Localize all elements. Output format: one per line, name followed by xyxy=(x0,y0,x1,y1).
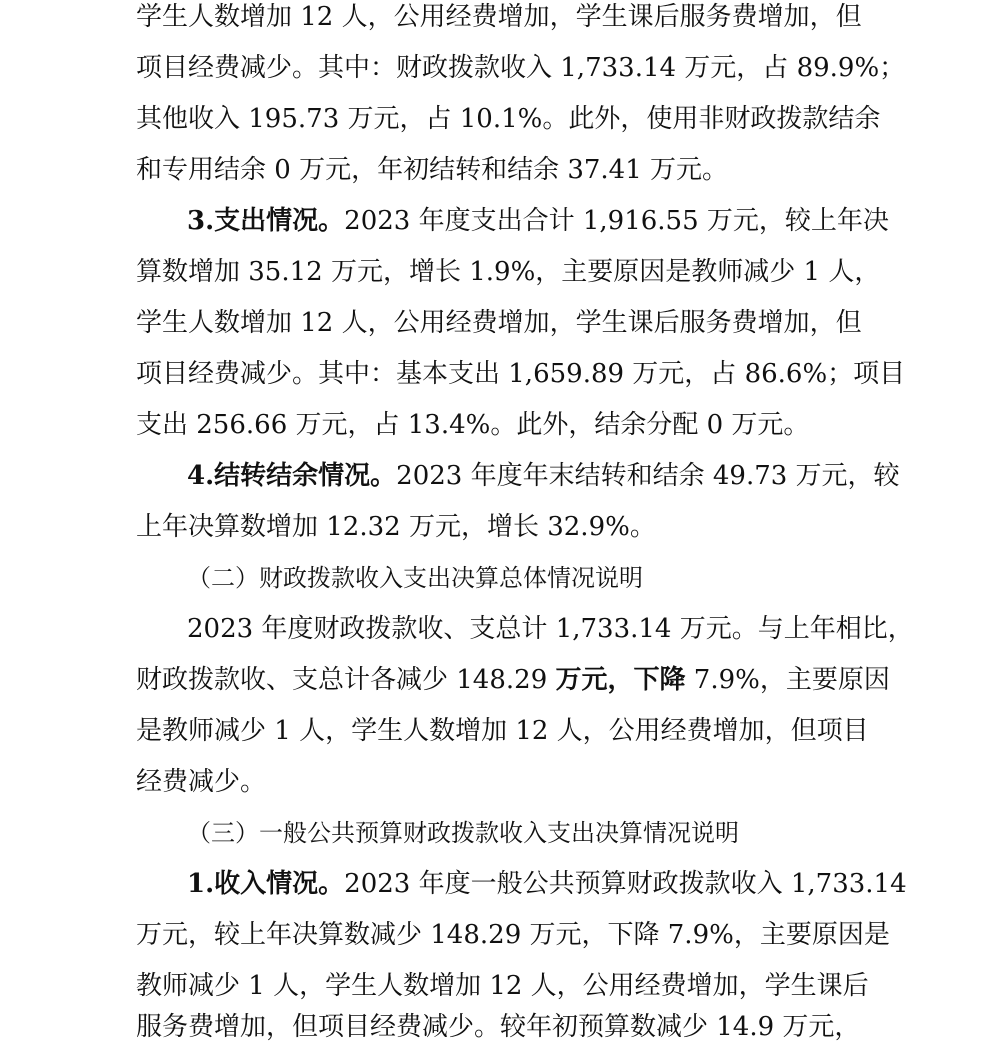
section-heading-3: （三）一般公共预算财政拨款收入支出决算情况说明 xyxy=(187,819,739,847)
paragraph-heading-income: 1.收入情况。2023 年度一般公共预算财政拨款收入 1,733.14 xyxy=(187,869,907,899)
section-heading-2: （二）财政拨款收入支出决算总体情况说明 xyxy=(187,564,643,592)
text-line: 万元，较上年决算数减少 148.29 万元，下降 7.9%，主要原因是 xyxy=(136,920,890,950)
text-line: 2023 年度财政拨款收、支总计 1,733.14 万元。与上年相比， xyxy=(187,614,914,644)
text-line: 和专用结余 0 万元，年初结转和结余 37.41 万元。 xyxy=(136,155,729,185)
text-line: 学生人数增加 12 人，公用经费增加，学生课后服务费增加，但 xyxy=(136,2,862,32)
text-line: 算数增加 35.12 万元，增长 1.9%，主要原因是教师减少 1 人， xyxy=(136,257,881,287)
paragraph-heading-expenditure: 3.支出情况。2023 年度支出合计 1,916.55 万元，较上年决 xyxy=(187,206,889,236)
text-line: 学生人数增加 12 人，公用经费增加，学生课后服务费增加，但 xyxy=(136,308,862,338)
text-line: 是教师减少 1 人，学生人数增加 12 人，公用经费增加，但项目 xyxy=(136,716,869,746)
text-line: 项目经费减少。其中：基本支出 1,659.89 万元，占 86.6%；项目 xyxy=(136,359,906,389)
text-line: 上年决算数增加 12.32 万元，增长 32.9%。 xyxy=(136,512,656,542)
paragraph-heading-carryover: 4.结转结余情况。2023 年度年末结转和结余 49.73 万元，较 xyxy=(187,461,900,491)
text-line: 经费减少。 xyxy=(136,767,267,797)
text-line: 支出 256.66 万元，占 13.4%。此外，结余分配 0 万元。 xyxy=(136,410,810,440)
text-line: 其他收入 195.73 万元，占 10.1%。此外，使用非财政拨款结余 xyxy=(136,104,881,134)
text-line: 财政拨款收、支总计各减少 148.29 万元，下降 7.9%，主要原因 xyxy=(136,665,890,695)
text-line: 教师减少 1 人，学生人数增加 12 人，公用经费增加，学生课后 xyxy=(136,971,869,1001)
text-line: 项目经费减少。其中：财政拨款收入 1,733.14 万元，占 89.9%； xyxy=(136,53,906,83)
text-line: 服务费增加，但项目经费减少。较年初预算数减少 14.9 万元， xyxy=(136,1012,861,1042)
